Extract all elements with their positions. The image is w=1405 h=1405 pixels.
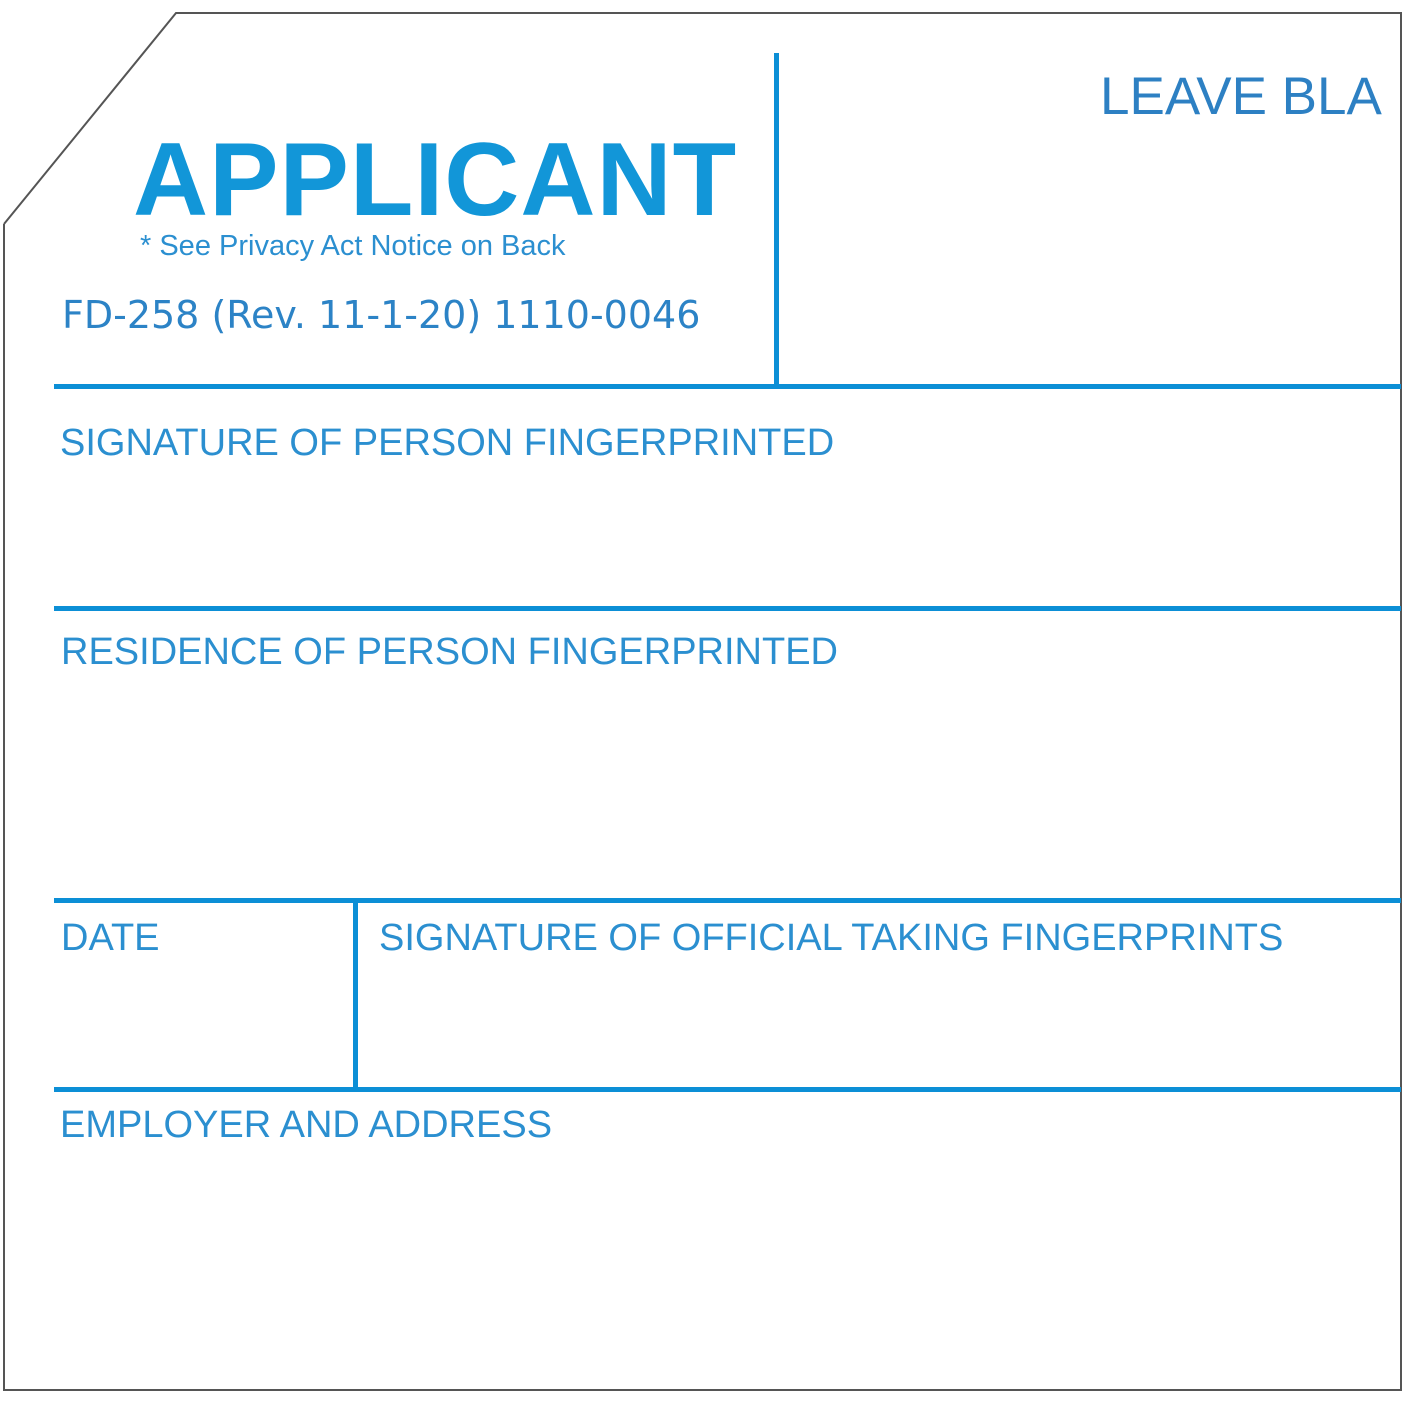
- header-divider-vertical: [774, 53, 779, 387]
- form-number: FD-258 (Rev. 11-1-20) 1110-0046: [62, 293, 701, 337]
- leave-blank-label: LEAVE BLA: [1100, 67, 1382, 126]
- residence-person-label: RESIDENCE OF PERSON FINGERPRINTED: [61, 631, 838, 673]
- residence-person-field[interactable]: [58, 680, 1398, 894]
- rule-date-bottom: [54, 1087, 1401, 1092]
- date-label: DATE: [61, 917, 160, 959]
- signature-official-field[interactable]: [362, 962, 1398, 1082]
- signature-person-label: SIGNATURE OF PERSON FINGERPRINTED: [60, 422, 835, 464]
- employer-address-label: EMPLOYER AND ADDRESS: [60, 1104, 553, 1146]
- rule-signature-bottom: [54, 606, 1401, 611]
- rule-residence-bottom: [54, 898, 1401, 903]
- date-divider-vertical: [353, 900, 358, 1090]
- employer-address-field[interactable]: [58, 1150, 1398, 1385]
- rule-header-bottom: [54, 384, 1401, 389]
- signature-person-field[interactable]: [58, 470, 1398, 602]
- privacy-note: * See Privacy Act Notice on Back: [140, 230, 566, 262]
- signature-official-label: SIGNATURE OF OFFICIAL TAKING FINGERPRINTS: [379, 917, 1284, 959]
- card-title: APPLICANT: [133, 122, 738, 238]
- date-field[interactable]: [58, 962, 348, 1082]
